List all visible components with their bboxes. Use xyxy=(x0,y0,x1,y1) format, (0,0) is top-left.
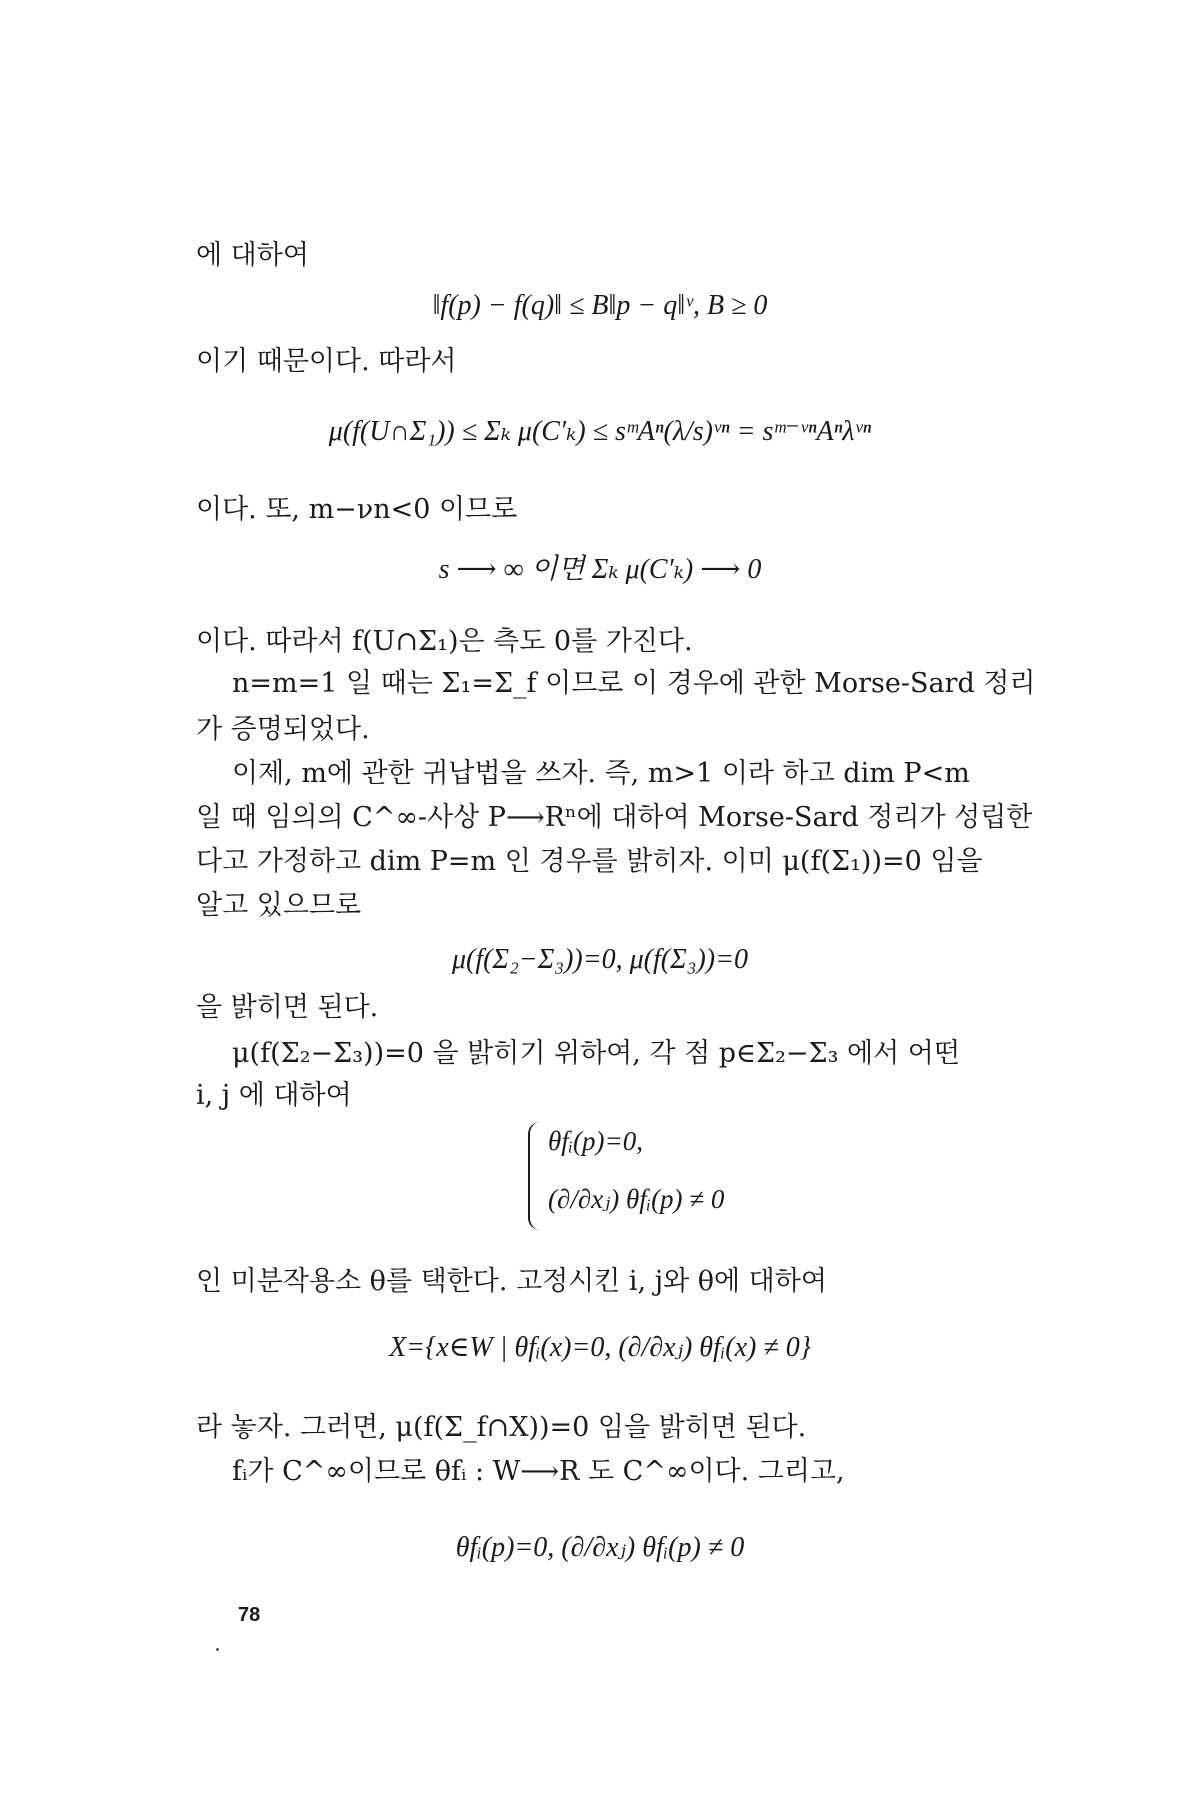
equation-set-x: X={x∈W | θfᵢ(x)=0, (∂/∂xⱼ) θfᵢ(x) ≠ 0} xyxy=(389,1332,811,1363)
equation-limit: s ⟶ ∞ 이면 Σₖ μ(C′ₖ) ⟶ 0 xyxy=(438,554,762,585)
text-line: 다고 가정하고 dim P=m 인 경우를 밝히자. 이미 μ(f(Σ₁))=0 임을 xyxy=(196,846,983,877)
text-line: 이다. 또, m−νn<0 이므로 xyxy=(196,494,518,525)
equation-conditions: θfᵢ(p)=0, (∂/∂xⱼ) θfᵢ(p) ≠ 0 xyxy=(455,1532,745,1563)
speck xyxy=(216,1648,219,1651)
text-line: 에 대하여 xyxy=(196,240,309,271)
text-line: 가 증명되었다. xyxy=(196,714,370,745)
system-row: θfᵢ(p)=0, xyxy=(548,1126,643,1156)
equation-sigma-measures: μ(f(Σ₂−Σ₃))=0, μ(f(Σ₃))=0 xyxy=(451,944,749,975)
text-line: 라 놓자. 그러면, μ(f(Σ_f∩X))=0 임을 밝히면 된다. xyxy=(196,1412,807,1443)
text-line: i, j 에 대하여 xyxy=(196,1080,352,1111)
text-line: μ(f(Σ₂−Σ₃))=0 을 밝히기 위하여, 각 점 p∈Σ₂−Σ₃ 에서 어떤 xyxy=(232,1038,960,1069)
text-line: 인 미분작용소 θ를 택한다. 고정시킨 i, j와 θ에 대하여 xyxy=(196,1266,827,1297)
text-line: fᵢ가 C^∞이므로 θfᵢ : W⟶R 도 C^∞이다. 그리고, xyxy=(232,1456,845,1487)
text-line: n=m=1 일 때는 Σ₁=Σ_f 이므로 이 경우에 관한 Morse-Sard 정리 xyxy=(232,668,1036,699)
equation-measure-bound: μ(f(U∩Σ₁)) ≤ Σₖ μ(C′ₖ) ≤ sᵐAⁿ(λ/s)ᵛⁿ = sᵐ⁻ᵛⁿAⁿλᵛⁿ xyxy=(328,416,872,447)
text-line: 일 때 임의의 C^∞-사상 P⟶Rⁿ에 대하여 Morse-Sard 정리가 성립한 xyxy=(196,802,1033,833)
text-line: 이다. 따라서 f(U∩Σ₁)은 측도 0를 가진다. xyxy=(196,626,693,657)
page-number: 78 xyxy=(238,1604,261,1626)
system-row: (∂/∂xⱼ) θfᵢ(p) ≠ 0 xyxy=(548,1184,725,1214)
text-line: 알고 있으므로 xyxy=(196,890,362,921)
text-line: 이기 때문이다. 따라서 xyxy=(196,346,457,377)
equation-system xyxy=(528,1122,768,1232)
left-brace xyxy=(528,1122,544,1230)
text-line: 을 밝히면 된다. xyxy=(196,992,379,1023)
equation-lipschitz: ‖f(p) − f(q)‖ ≤ B‖p − q‖ᵛ, B ≥ 0 xyxy=(432,290,768,321)
text-line: 이제, m에 관한 귀납법을 쓰자. 즉, m>1 이라 하고 dim P<m xyxy=(232,758,970,789)
